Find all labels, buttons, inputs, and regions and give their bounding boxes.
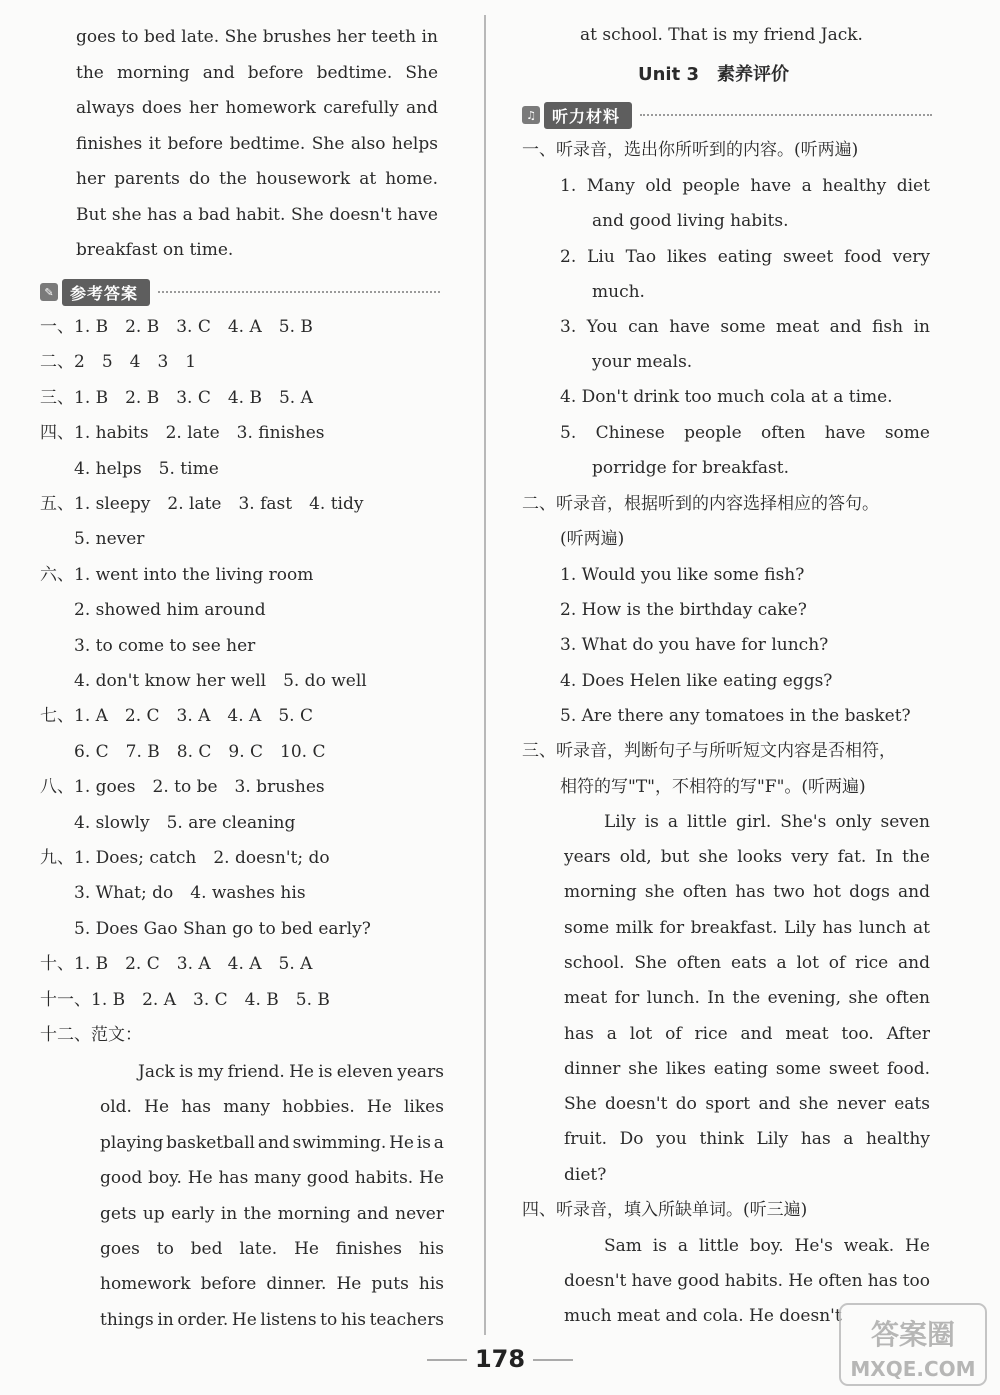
- transcript-line: 4. Don't drink too much cola at a time.: [560, 387, 893, 407]
- transcript-line: 一、听录音，选出你所听到的内容。(听两遍): [522, 140, 859, 160]
- unit-title: Unit 3 素养评价: [638, 64, 789, 85]
- passage-line: breakfast on time.: [76, 240, 234, 260]
- transcript-line: has a lot of rice and meat too. After: [564, 1024, 930, 1044]
- transcript-line: doesn't have good habits. He often has too: [564, 1271, 930, 1291]
- answer-line: 一、1. B 2. B 3. C 4. A 5. B: [40, 317, 313, 337]
- headphones-icon: ♫: [522, 106, 540, 124]
- listening-label: 听力材料: [544, 102, 632, 129]
- dotted-rule: [640, 114, 932, 116]
- answer-line: 八、1. goes 2. to be 3. brushes: [40, 777, 325, 798]
- transcript-line: (听两遍): [560, 529, 625, 549]
- answer-line: 3. to come to see her: [40, 635, 256, 656]
- transcript-line: your meals.: [592, 352, 693, 372]
- answers-section-header: [40, 279, 440, 305]
- transcript-line: 1. Many old people have a healthy diet: [560, 176, 930, 196]
- answer-line: 5. never: [40, 529, 145, 550]
- essay-line: good boy. He has many good habits. He: [100, 1168, 444, 1189]
- answer-line: 4. helps 5. time: [40, 458, 219, 479]
- transcript-line: 2. Liu Tao likes eating sweet food very: [560, 247, 930, 267]
- transcript-line: and good living habits.: [592, 211, 789, 231]
- transcript-line: 5. Chinese people often have some: [560, 423, 930, 443]
- essay-line: playing basketball and swimming. He is a: [100, 1132, 444, 1153]
- passage-line: goes to bed late. She brushes her teeth in: [76, 27, 438, 47]
- answer-line: 六、1. went into the living room: [40, 564, 314, 585]
- answer-line: 十一、1. B 2. A 3. C 4. B 5. B: [40, 989, 330, 1010]
- answers-label: 参考答案: [62, 279, 150, 306]
- transcript-line: school. She often eats a lot of rice and: [564, 953, 930, 973]
- transcript-line: diet?: [564, 1165, 607, 1185]
- answer-line: 3. What; do 4. washes his: [40, 883, 306, 904]
- passage-line: her parents do the housework at home.: [76, 169, 438, 189]
- answer-line: 5. Does Gao Shan go to bed early?: [40, 918, 371, 939]
- page-number: 178: [0, 1345, 1000, 1373]
- svg-text:MXQE.COM: MXQE.COM: [850, 1357, 976, 1381]
- answer-line: 三、1. B 2. B 3. C 4. B 5. A: [40, 387, 313, 408]
- essay-line: gets up early in the morning and never: [100, 1203, 444, 1224]
- passage-line: But she has a bad habit. She doesn't have: [76, 204, 438, 225]
- passage-line: always does her homework carefully and: [76, 98, 438, 118]
- transcript-line: She doesn't do sport and she never eats: [564, 1094, 930, 1114]
- answer-line: 二、2 5 4 3 1: [40, 352, 197, 373]
- answer-line: 4. don't know her well 5. do well: [40, 671, 367, 691]
- essay-line: old. He has many hobbies. He likes: [100, 1097, 444, 1118]
- transcript-line: 二、听录音，根据听到的内容选择相应的答句。: [522, 494, 879, 514]
- transcript-line: fruit. Do you think Lily has a healthy: [564, 1129, 930, 1149]
- transcript-line: morning she often has two hot dogs and: [564, 882, 930, 902]
- listening-section-header: [522, 102, 932, 128]
- answer-line: 五、1. sleepy 2. late 3. fast 4. tidy: [40, 494, 364, 514]
- answer-line: 十二、范文：: [40, 1025, 142, 1045]
- answer-line: 九、1. Does; catch 2. doesn't; do: [40, 848, 330, 868]
- transcript-line: much meat and cola. He doesn't: [564, 1306, 842, 1326]
- answer-line: 十、1. B 2. C 3. A 4. A 5. A: [40, 954, 313, 975]
- passage-line: finishes it before bedtime. She also helps: [76, 133, 438, 154]
- essay-line: goes to bed late. He finishes his: [100, 1239, 444, 1259]
- transcript-line: meat for lunch. In the evening, she often: [564, 988, 930, 1008]
- essay-line: homework before dinner. He puts his: [100, 1274, 444, 1295]
- transcript-line: 相符的写"T"，不相符的写"F"。(听两遍): [560, 777, 866, 797]
- transcript-line: 5. Are there any tomatoes in the basket?: [560, 706, 911, 726]
- essay-line: Jack is my friend. He is eleven years: [138, 1062, 444, 1082]
- transcript-line: 四、听录音，填入所缺单词。(听三遍): [522, 1200, 808, 1220]
- transcript-line: some milk for breakfast. Lily has lunch at: [564, 918, 930, 938]
- transcript-line: porridge for breakfast.: [592, 458, 789, 478]
- transcript-line: Lily is a little girl. She's only seven: [604, 812, 930, 832]
- transcript-line: 3. You can have some meat and fish in: [560, 317, 930, 337]
- transcript-line: Sam is a little boy. He's weak. He: [604, 1236, 930, 1256]
- column-divider: [484, 15, 486, 1335]
- transcript-line: 1. Would you like some fish?: [560, 565, 805, 585]
- answer-line: 七、1. A 2. C 3. A 4. A 5. C: [40, 706, 313, 727]
- transcript-line: 3. What do you have for lunch?: [560, 635, 829, 655]
- answer-book-icon: ✎: [40, 283, 58, 301]
- answer-line: 4. slowly 5. are cleaning: [40, 812, 296, 833]
- transcript-line: 三、听录音，判断句子与所听短文内容是否相符，: [522, 741, 896, 761]
- essay-closing-line: at school. That is my friend Jack.: [580, 25, 863, 45]
- transcript-line: dinner she likes eating some sweet food.: [564, 1059, 930, 1079]
- transcript-line: much.: [592, 282, 645, 302]
- answer-line: 2. showed him around: [40, 600, 266, 621]
- answer-line: 四、1. habits 2. late 3. finishes: [40, 423, 325, 444]
- transcript-line: 2. How is the birthday cake?: [560, 600, 807, 620]
- passage-line: the morning and before bedtime. She: [76, 62, 438, 83]
- dotted-rule: [158, 291, 440, 293]
- transcript-line: 4. Does Helen like eating eggs?: [560, 671, 833, 691]
- watermark-logo: [838, 1302, 988, 1387]
- answer-line: 6. C 7. B 8. C 9. C 10. C: [40, 741, 326, 762]
- svg-text:答案圈: 答案圈: [870, 1318, 956, 1351]
- transcript-line: years old, but she looks very fat. In the: [564, 847, 930, 867]
- essay-line: things in order. He listens to his teachers: [100, 1309, 444, 1330]
